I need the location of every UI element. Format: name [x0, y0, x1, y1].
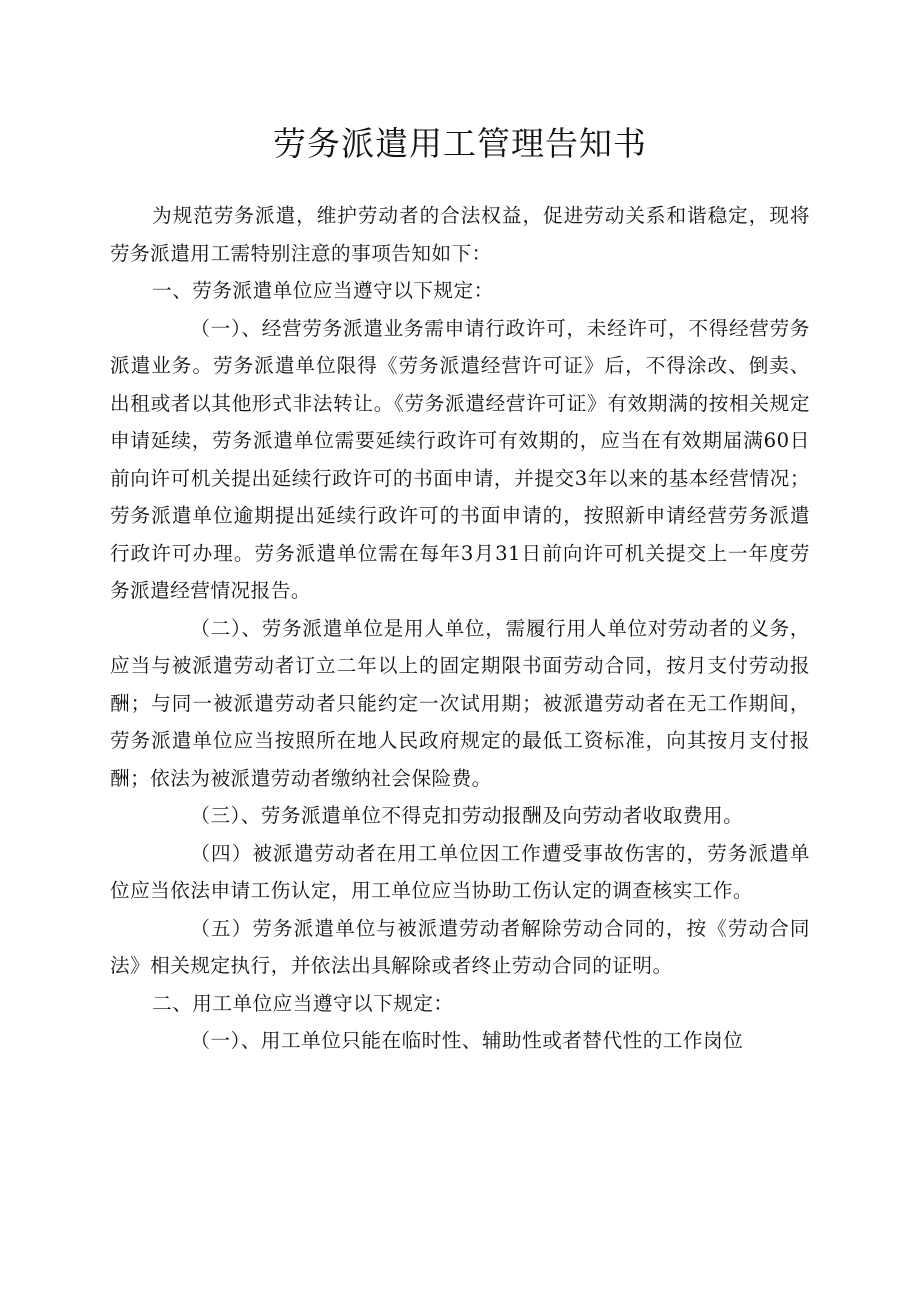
section-heading-2: 二、用工单位应当遵守以下规定：	[152, 991, 454, 1015]
document-title: 劳务派遣用工管理告知书	[273, 124, 647, 163]
clause-1-1: （一）、经营劳务派遣业务需申请行政许可，未经许可，不得经营劳务派遣业务。劳务派遣单位限得《劳务派遣经营许可证》后，不得涂改、倒卖、出租或者以其他形式非法转让。《劳务派遣经营许可证》有效期满的按相关规定申请延续，劳务派遣单位需要延续行政许可有效期的，应当在有效期届满60日前向许可机关提出延续行政许可的书面申请，并提交3年以来的基本经营情况；劳务派遣单位逾期提出延续行政许可的书面申请的，按照新申请经营劳务派遣行政许可办理。劳务派遣单位需在每年3月31日前向许可机关提交上一年度劳务派遣经营情况报告。	[110, 316, 810, 602]
section-heading-1: 一、劳务派遣单位应当遵守以下规定：	[152, 279, 494, 302]
clause-1-5: （五）劳务派遣单位与被派遣劳动者解除劳动合同的，按《劳动合同法》相关规定执行，并依法出具解除或者终止劳动合同的证明。	[110, 916, 810, 977]
clause-1-4: （四）被派遣劳动者在用工单位因工作遭受事故伤害的，劳务派遣单位应当依法申请工伤认定，用工单位应当协助工伤认定的调查核实工作。	[110, 841, 810, 902]
intro-paragraph: 为规范劳务派遣，维护劳动者的合法权益，促进劳动关系和谐稳定，现将劳务派遣用工需特别注意的事项告知如下：	[110, 204, 810, 265]
clause-1-3: （三）、劳务派遣单位不得克扣劳动报酬及向劳动者收取费用。	[190, 804, 744, 827]
document-body	[110, 197, 810, 1060]
clause-1-2: （二）、劳务派遣单位是用人单位，需履行用人单位对劳动者的义务，应当与被派遣劳动者订立二年以上的固定期限书面劳动合同，按月支付劳动报酬；与同一被派遣劳动者只能约定一次试用期；被派遣劳动者在无工作期间，劳务派遣单位应当按照所在地人民政府规定的最低工资标准，向其按月支付报酬；依法为被派遣劳动者缴纳社会保险费。	[110, 616, 810, 790]
clause-2-1: （一）、用工单位只能在临时性、辅助性或者替代性的工作岗位	[190, 1029, 744, 1052]
